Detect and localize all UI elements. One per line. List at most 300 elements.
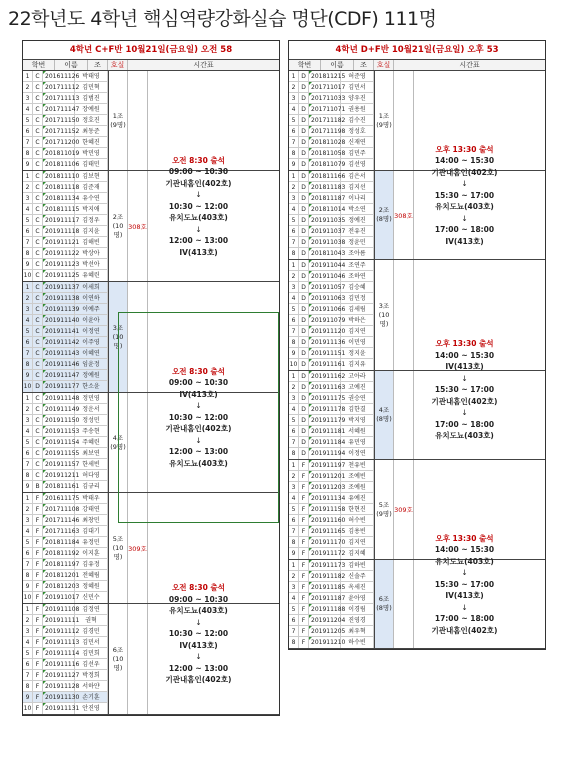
table-row[interactable] xyxy=(23,504,108,515)
table-row[interactable] xyxy=(289,315,374,326)
student-name: 김지선 xyxy=(341,182,374,192)
table-row[interactable] xyxy=(23,337,108,348)
student-id: 201711017 xyxy=(311,84,346,91)
table-row[interactable] xyxy=(23,448,108,459)
student-id: 201811118 xyxy=(45,184,80,191)
student-name: 김규리 xyxy=(75,481,108,492)
student-name: 이세희 xyxy=(75,282,108,292)
row-section: C xyxy=(33,404,43,414)
row-number: 4 xyxy=(289,293,299,303)
table-row[interactable] xyxy=(289,426,374,437)
table-row[interactable] xyxy=(23,182,108,193)
student-id: 201911175 xyxy=(311,395,346,402)
table-row[interactable] xyxy=(289,293,374,304)
table-row[interactable] xyxy=(23,193,108,204)
row-section: F xyxy=(33,526,43,536)
row-number: 5 xyxy=(289,304,299,314)
table-row[interactable] xyxy=(289,404,374,415)
student-name: 이경림 xyxy=(341,604,374,614)
table-row[interactable] xyxy=(23,226,108,237)
table-row[interactable] xyxy=(289,182,374,193)
table-row[interactable] xyxy=(23,204,108,215)
table-row[interactable] xyxy=(23,304,108,315)
row-number: 1 xyxy=(23,604,33,614)
table-row[interactable] xyxy=(23,648,108,659)
table-row[interactable] xyxy=(23,548,108,559)
group-rows xyxy=(23,71,108,170)
student-name: 이민영 xyxy=(341,337,374,347)
student-id: 201911127 xyxy=(45,672,80,679)
table-row[interactable] xyxy=(23,604,108,615)
student-id: 201911035 xyxy=(311,217,346,224)
table-row[interactable] xyxy=(289,260,374,271)
student-id: 201911143 xyxy=(45,350,80,357)
table-row[interactable] xyxy=(289,104,374,115)
row-number: 3 xyxy=(23,193,33,203)
table-row[interactable] xyxy=(289,415,374,426)
row-section: C xyxy=(33,82,43,92)
row-number: 1 xyxy=(289,71,299,81)
schedule-line: 기관내홈인(402호) xyxy=(431,396,498,406)
table-row[interactable] xyxy=(23,459,108,470)
row-section: C xyxy=(33,270,43,281)
student-name: 하수빈 xyxy=(341,637,374,648)
table-row[interactable] xyxy=(289,215,374,226)
table-row[interactable] xyxy=(23,270,108,281)
student-id: 201911038 xyxy=(311,239,346,246)
table-row[interactable] xyxy=(289,482,374,493)
row-section: C xyxy=(33,137,43,147)
schedule-block[interactable] xyxy=(118,523,279,745)
row-number: 9 xyxy=(23,581,33,591)
row-number: 2 xyxy=(23,404,33,414)
table-row[interactable] xyxy=(289,115,374,126)
table-row[interactable] xyxy=(289,271,374,282)
table-row[interactable] xyxy=(289,460,374,471)
row-number: 2 xyxy=(23,504,33,514)
row-section: C xyxy=(33,282,43,292)
table-row[interactable] xyxy=(289,171,374,182)
student-name: 정성민 xyxy=(75,415,108,425)
table-row[interactable] xyxy=(23,493,108,504)
table-row[interactable] xyxy=(289,226,374,237)
row-section: C xyxy=(33,315,43,325)
student-id: 201811058 xyxy=(311,150,346,157)
table-row[interactable] xyxy=(289,393,374,404)
table-row[interactable] xyxy=(289,93,374,104)
student-id: 201611175 xyxy=(45,495,80,502)
row-section: F xyxy=(299,471,309,481)
schedule-line: 10:30 ~ 12:00 xyxy=(168,412,229,422)
row-section: C xyxy=(33,359,43,369)
table-row[interactable] xyxy=(289,548,374,559)
table-row[interactable] xyxy=(289,204,374,215)
row-section: F xyxy=(299,504,309,514)
student-id: 201811110 xyxy=(45,173,80,180)
table-row[interactable] xyxy=(289,582,374,593)
student-id: 201911155 xyxy=(45,450,80,457)
group-label: 6조 (8명) xyxy=(374,560,394,648)
table-row[interactable] xyxy=(23,570,108,581)
row-section: D xyxy=(299,148,309,158)
table-row[interactable] xyxy=(23,104,108,115)
row-section: D xyxy=(299,437,309,447)
table-row[interactable] xyxy=(23,637,108,648)
schedule-line: 14:00 ~ 15:30 xyxy=(434,350,495,360)
student-id: 201911153 xyxy=(45,428,80,435)
row-section: F xyxy=(299,593,309,603)
table-row[interactable] xyxy=(289,615,374,626)
table-row[interactable] xyxy=(23,93,108,104)
table-row[interactable] xyxy=(23,626,108,637)
student-name: 김태민 xyxy=(75,159,108,170)
arrow-down-icon: ↓ xyxy=(195,435,202,445)
table-row[interactable] xyxy=(289,560,374,571)
schedule-block[interactable] xyxy=(384,101,545,290)
table-row[interactable] xyxy=(23,381,108,392)
student-name: 이혜연 xyxy=(75,348,108,358)
table-row[interactable] xyxy=(289,337,374,348)
schedule-content xyxy=(432,144,498,248)
sheet-body xyxy=(23,71,279,715)
schedule-line: 17:00 ~ 18:00 xyxy=(434,614,495,624)
student-name: 서하얀 xyxy=(75,681,108,691)
row-section: C xyxy=(33,393,43,403)
student-name: 서혜원 xyxy=(341,426,374,436)
table-row[interactable] xyxy=(23,515,108,526)
schedule-block[interactable] xyxy=(118,312,279,523)
table-row[interactable] xyxy=(23,370,108,381)
table-row[interactable] xyxy=(289,382,374,393)
student-name: 신재연 xyxy=(341,137,374,147)
table-row[interactable] xyxy=(289,571,374,582)
table-row[interactable] xyxy=(23,126,108,137)
column-header-row xyxy=(289,60,545,71)
row-section: D xyxy=(299,293,309,303)
row-number: 4 xyxy=(289,204,299,214)
schedule-content xyxy=(166,582,232,686)
student-name: 임윤정 xyxy=(75,359,108,369)
row-number: 9 xyxy=(23,370,33,380)
row-section: F xyxy=(33,637,43,647)
table-row[interactable] xyxy=(23,82,108,93)
table-row[interactable] xyxy=(23,681,108,692)
student-id: 201911044 xyxy=(311,262,346,269)
col-room-header: 호실 xyxy=(108,60,128,70)
arrow-down-icon: ↓ xyxy=(195,617,202,627)
schedule-line: 기관내홈인(402호) xyxy=(431,167,498,177)
table-row[interactable] xyxy=(289,604,374,615)
group-label: 5조 (9명) xyxy=(374,460,394,559)
row-section: F xyxy=(299,604,309,614)
table-row[interactable] xyxy=(23,692,108,703)
row-section: D xyxy=(299,359,309,370)
row-section: C xyxy=(33,304,43,314)
student-name: 이지훈 xyxy=(75,548,108,558)
student-id: 201911210 xyxy=(311,639,346,646)
table-row[interactable] xyxy=(23,171,108,182)
row-section: F xyxy=(33,493,43,503)
table-row[interactable] xyxy=(23,148,108,159)
student-name: 김범진 xyxy=(75,93,108,103)
group-rows xyxy=(289,460,374,559)
student-name: 최동준 xyxy=(75,126,108,136)
student-name: 조하연 xyxy=(341,271,374,281)
table-row[interactable] xyxy=(289,237,374,248)
table-row[interactable] xyxy=(23,592,108,603)
table-row[interactable] xyxy=(289,326,374,337)
schedule-block[interactable] xyxy=(384,290,545,490)
schedule-line: 14:00 ~ 15:30 xyxy=(434,156,495,166)
row-number: 3 xyxy=(289,93,299,103)
table-row[interactable] xyxy=(23,481,108,492)
group-rows xyxy=(23,604,108,714)
student-name: 신민수 xyxy=(75,592,108,603)
table-row[interactable] xyxy=(23,537,108,548)
table-row[interactable] xyxy=(23,282,108,293)
table-row[interactable] xyxy=(23,259,108,270)
row-number: 3 xyxy=(23,515,33,525)
schedule-block[interactable] xyxy=(118,101,279,312)
table-row[interactable] xyxy=(289,348,374,359)
student-id: 201911142 xyxy=(45,339,80,346)
table-row[interactable] xyxy=(23,470,108,481)
table-row[interactable] xyxy=(289,471,374,482)
row-number: 2 xyxy=(289,182,299,192)
row-section: C xyxy=(33,215,43,225)
row-section: F xyxy=(299,571,309,581)
student-name: 조예빈 xyxy=(341,471,374,481)
row-number: 8 xyxy=(289,148,299,158)
student-name: 옥세진 xyxy=(341,582,374,592)
table-row[interactable] xyxy=(289,82,374,93)
student-id: 201911138 xyxy=(45,295,80,302)
row-section: D xyxy=(299,204,309,214)
student-id: 201911136 xyxy=(311,339,346,346)
row-number: 3 xyxy=(23,304,33,314)
row-number: 8 xyxy=(23,570,33,580)
schedule-line: 10:30 ~ 12:00 xyxy=(168,201,229,211)
arrival-time: 오후 13:30 출석 xyxy=(435,144,494,154)
table-row[interactable] xyxy=(23,526,108,537)
table-row[interactable] xyxy=(23,137,108,148)
table-row[interactable] xyxy=(23,115,108,126)
student-name: 최우혁 xyxy=(341,626,374,636)
row-number: 10 xyxy=(23,272,32,279)
row-section: D xyxy=(33,381,43,392)
student-id: 201811019 xyxy=(45,150,80,157)
table-row[interactable] xyxy=(23,659,108,670)
table-row[interactable] xyxy=(23,559,108,570)
student-name: 김경민 xyxy=(75,626,108,636)
student-id: 201911160 xyxy=(311,517,346,524)
student-name: 김민정 xyxy=(341,293,374,303)
schedule-line: 12:00 ~ 13:00 xyxy=(168,236,229,246)
row-section: D xyxy=(299,326,309,336)
row-section: F xyxy=(299,637,309,648)
schedule-line: 09:00 ~ 10:30 xyxy=(168,594,229,604)
student-name: 한세빈 xyxy=(75,459,108,469)
group-rows xyxy=(23,282,108,392)
table-row[interactable] xyxy=(289,537,374,548)
table-row[interactable] xyxy=(23,581,108,592)
table-row[interactable] xyxy=(289,282,374,293)
arrival-time: 오후 13:30 출석 xyxy=(435,533,494,543)
schedule-line: 기관내홈인(402호) xyxy=(165,424,232,434)
table-row[interactable] xyxy=(23,426,108,437)
table-row[interactable] xyxy=(289,637,374,648)
student-name: 박정희 xyxy=(75,670,108,680)
table-row[interactable] xyxy=(289,71,374,82)
student-name: 권용원 xyxy=(341,104,374,114)
table-row[interactable] xyxy=(23,293,108,304)
schedule-line: 15:30 ~ 17:00 xyxy=(434,579,495,589)
table-row[interactable] xyxy=(23,415,108,426)
student-name: 김민주 xyxy=(341,148,374,158)
arrow-down-icon: ↓ xyxy=(195,401,202,411)
student-id: 201911063 xyxy=(311,295,346,302)
row-number: 9 xyxy=(289,159,299,170)
student-name: 김선영 xyxy=(341,159,374,170)
row-section: D xyxy=(299,382,309,392)
student-name: 이연하 xyxy=(75,293,108,303)
table-row[interactable] xyxy=(23,393,108,404)
student-id: 201711071 xyxy=(311,106,346,113)
table-row[interactable] xyxy=(289,437,374,448)
table-row[interactable] xyxy=(289,193,374,204)
student-name: 박지애 xyxy=(75,204,108,214)
row-section: D xyxy=(299,271,309,281)
student-id: 201811115 xyxy=(45,206,80,213)
student-name: 김민혁 xyxy=(75,82,108,92)
group-label: 3조 (10명) xyxy=(374,260,394,370)
student-id: 201911146 xyxy=(45,361,80,368)
row-number: 2 xyxy=(23,293,33,303)
group-label: 6조 (10명) xyxy=(108,604,128,714)
schedule-line: 기관내홈인(402호) xyxy=(165,675,232,685)
row-section: D xyxy=(299,82,309,92)
student-id: 201911211 xyxy=(45,472,80,479)
schedule-content xyxy=(166,366,232,470)
table-row[interactable] xyxy=(23,348,108,359)
table-row[interactable] xyxy=(289,248,374,259)
student-id: 201811106 xyxy=(45,161,80,168)
table-row[interactable] xyxy=(23,159,108,170)
schedule-line: 기관내홈인(402호) xyxy=(165,178,232,188)
row-section: F xyxy=(299,526,309,536)
table-row[interactable] xyxy=(23,215,108,226)
row-section: C xyxy=(33,459,43,469)
arrow-down-icon: ↓ xyxy=(195,190,202,200)
column-header-row xyxy=(23,60,279,71)
student-id: 201911163 xyxy=(311,384,346,391)
row-section: C xyxy=(33,326,43,336)
table-row[interactable] xyxy=(289,148,374,159)
table-row[interactable] xyxy=(289,304,374,315)
arrow-down-icon: ↓ xyxy=(195,224,202,234)
row-section: D xyxy=(299,404,309,414)
table-row[interactable] xyxy=(289,515,374,526)
table-row[interactable] xyxy=(289,371,374,382)
group-label: 2조 (8명) xyxy=(374,171,394,259)
row-section: C xyxy=(33,248,43,258)
table-row[interactable] xyxy=(289,159,374,170)
row-number: 10 xyxy=(23,705,32,712)
student-name: 박하은 xyxy=(341,315,374,325)
table-row[interactable] xyxy=(23,359,108,370)
table-row[interactable] xyxy=(289,126,374,137)
student-name: 김용빈 xyxy=(341,526,374,536)
table-row[interactable] xyxy=(289,593,374,604)
schedule-line: 17:00 ~ 18:00 xyxy=(434,225,495,235)
table-row[interactable] xyxy=(289,359,374,370)
student-name: 김대기 xyxy=(75,526,108,536)
student-id: 201711163 xyxy=(45,528,80,535)
student-id: 201811187 xyxy=(311,195,346,202)
row-number: 4 xyxy=(23,426,33,436)
table-row[interactable] xyxy=(23,237,108,248)
row-number: 5 xyxy=(23,648,33,658)
table-row[interactable] xyxy=(23,703,108,714)
student-id: 201911122 xyxy=(45,250,80,257)
table-row[interactable] xyxy=(23,315,108,326)
table-row[interactable] xyxy=(23,71,108,82)
row-number: 1 xyxy=(289,560,299,570)
schedule-block[interactable] xyxy=(384,490,545,679)
col-schedule-header: 시간표 xyxy=(193,61,214,69)
arrow-down-icon: ↓ xyxy=(461,602,468,612)
table-row[interactable] xyxy=(289,504,374,515)
table-row[interactable] xyxy=(23,670,108,681)
table-row[interactable] xyxy=(23,404,108,415)
row-section: F xyxy=(33,504,43,514)
table-row[interactable] xyxy=(23,437,108,448)
table-row[interactable] xyxy=(23,248,108,259)
row-number: 9 xyxy=(23,259,33,269)
table-row[interactable] xyxy=(289,493,374,504)
table-row[interactable] xyxy=(289,137,374,148)
row-section: D xyxy=(299,159,309,170)
table-row[interactable] xyxy=(289,626,374,637)
row-number: 6 xyxy=(289,426,299,436)
student-id: 201911037 xyxy=(311,228,346,235)
student-id: 201711033 xyxy=(311,95,346,102)
table-row[interactable] xyxy=(289,448,374,459)
student-id: 201911128 xyxy=(45,683,80,690)
student-id: 201911017 xyxy=(45,594,80,601)
col-name-header: 이름 xyxy=(321,60,354,70)
student-name: 허다영 xyxy=(75,470,108,480)
table-row[interactable] xyxy=(23,326,108,337)
student-id: 201911170 xyxy=(311,539,346,546)
row-number: 2 xyxy=(289,82,299,92)
table-row[interactable] xyxy=(23,615,108,626)
row-number: 8 xyxy=(289,448,299,459)
row-section: F xyxy=(299,548,309,559)
row-section: C xyxy=(33,337,43,347)
student-name: 허수빈 xyxy=(341,515,374,525)
row-number: 6 xyxy=(289,615,299,625)
row-section: F xyxy=(33,581,43,591)
row-section: F xyxy=(299,515,309,525)
student-name: 김지유 xyxy=(341,359,374,370)
student-id: 201711152 xyxy=(45,128,80,135)
row-section: D xyxy=(299,348,309,358)
schedule-line: IV(413호) xyxy=(445,591,484,601)
student-name: 권승연 xyxy=(341,393,374,403)
arrow-down-icon: ↓ xyxy=(461,373,468,383)
table-row[interactable] xyxy=(289,526,374,537)
